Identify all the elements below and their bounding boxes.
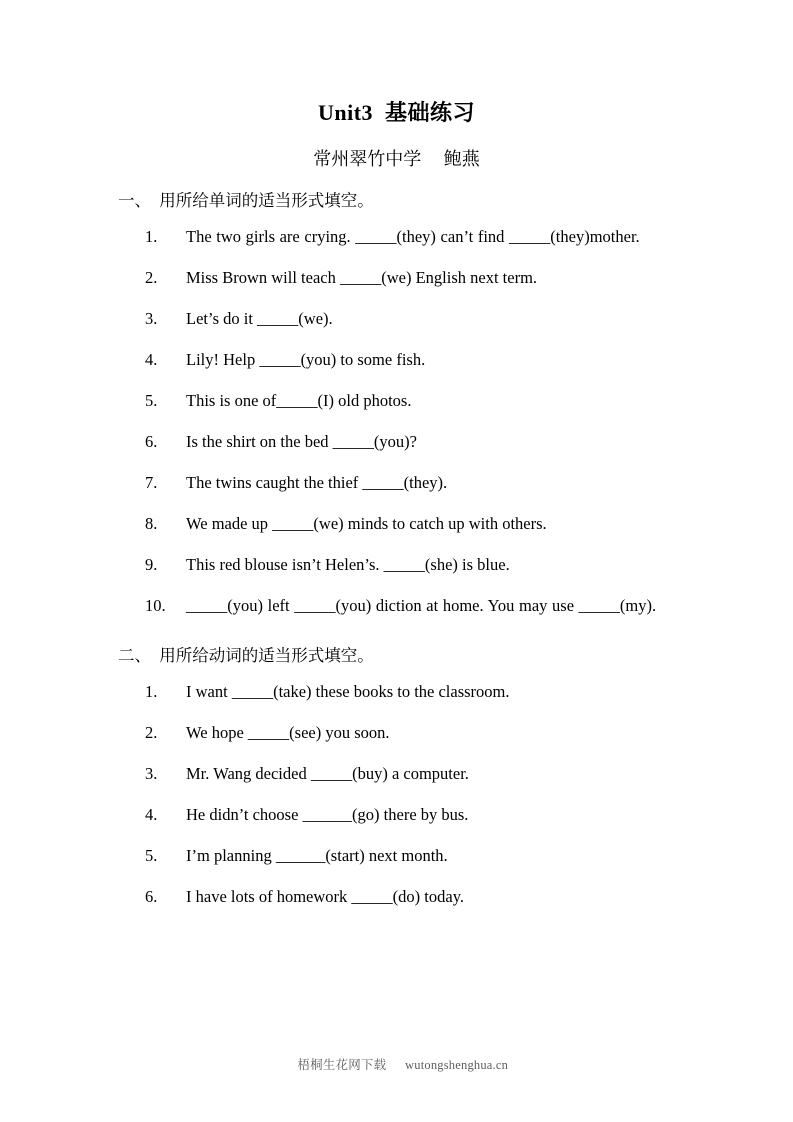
question-number: 5. [145,391,158,410]
page-footer [0,1038,793,1092]
exercise-content [0,186,793,917]
question-item [145,794,680,835]
question-text: I’m planning ______(start) next month. [186,846,448,865]
question-number: 2. [145,723,158,742]
question-item [145,380,680,421]
question-number: 7. [145,473,158,492]
footer-spacer [386,1058,405,1072]
question-text: We made up _____(we) minds to catch up with others. [186,514,547,533]
question-number: 3. [145,309,158,328]
question-item [145,544,680,585]
question-number: 4. [145,805,158,824]
question-item [145,835,680,876]
question-item [145,339,680,380]
question-item [145,216,680,257]
question-text: This red blouse isn’t Helen’s. _____(she) is blue. [186,555,510,574]
question-text: Let’s do it _____(we). [186,309,333,328]
section-divider [0,626,793,641]
question-text: He didn’t choose ______(go) there by bus. [186,805,469,824]
question-item [145,257,680,298]
question-item [145,421,680,462]
question-item [145,712,680,753]
footer-site-name: 梧桐生花网下载 [297,1058,387,1072]
question-item [145,503,680,544]
question-text: I have lots of homework _____(do) today. [186,887,464,906]
question-number: 10. [145,596,166,615]
question-text: Lily! Help _____(you) to some fish. [186,350,426,369]
exercise-section-2 [0,641,793,917]
question-number: 3. [145,764,158,783]
question-text: We hope _____(see) you soon. [186,723,390,742]
question-number: 9. [145,555,158,574]
question-item [145,671,680,712]
question-item [145,298,680,339]
question-item [145,462,680,503]
question-item [145,753,680,794]
question-number: 5. [145,846,158,865]
document-subtitle: 常州翠竹中学 鲍燕 [313,149,480,169]
footer-url: wutongshenghua.cn [405,1058,509,1072]
question-text: The two girls are crying. _____(they) can’t find _____(they)mother. [186,227,640,246]
question-text: Miss Brown will teach _____(we) English next term. [186,268,538,287]
question-number: 6. [145,432,158,451]
question-text: This is one of_____(I) old photos. [186,391,412,410]
question-list-2 [0,671,793,917]
exercise-section-1 [0,186,793,626]
question-text: _____(you) left _____(you) diction at home. You may use _____(my). [186,596,657,615]
question-number: 1. [145,227,158,246]
question-number: 1. [145,682,158,701]
question-text: I want _____(take) these books to the classroom. [186,682,510,701]
question-text: The twins caught the thief _____(they). [186,473,448,492]
question-text: Is the shirt on the bed _____(you)? [186,432,417,451]
question-list-1 [0,216,793,626]
question-item [145,876,680,917]
section-heading-1: 一、 用所给单词的适当形式填空。 [118,191,374,210]
question-item [145,585,680,626]
section-heading-2: 二、 用所给动词的适当形式填空。 [118,646,374,665]
question-text: Mr. Wang decided _____(buy) a computer. [186,764,469,783]
question-number: 4. [145,350,158,369]
question-number: 2. [145,268,158,287]
page-title: Unit3 基础练习 [317,100,476,125]
question-number: 6. [145,887,158,906]
question-number: 8. [145,514,158,533]
